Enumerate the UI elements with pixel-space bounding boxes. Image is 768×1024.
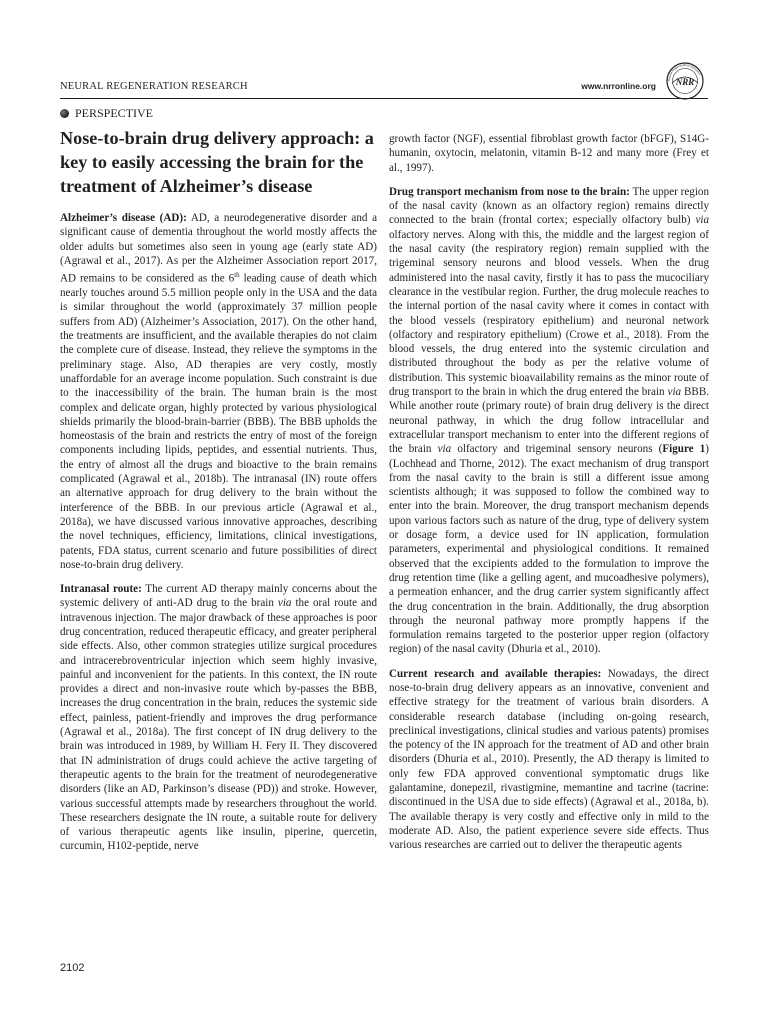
text-run: via [695, 214, 709, 227]
paragraph-heading: Current research and available therapies: [389, 667, 602, 680]
text-run: th [234, 271, 240, 280]
text-run: leading cause of death which nearly touches around 5.5 million people only in the USA and the data is similar throughout the world (approximately 37 million people suffers from AD) (Alzheimer’s Association, 2017). On the other hand, the treatments are insufficient, and the available therapies do not claim the complete cure of disease. Instead, they relieve the symptoms in the preliminary stage. Also, AD therapies are very costly, mostly unaffordable for an average income population. Such constraint is due to the inaccessibility of the brain. The human brain is the most complex and delicate organ, highly protected by various physiological shields primarily the blood-brain-barrier (BBB). The BBB upholds the homeostasis of the brain and restricts the entry of most of the foreign components including lipids, peptides, and essential nutrients. Thus, the entry of almost all the drugs and bioactive to the brain remains complicated (Agrawal et al., 2018b). The intranasal (IN) route offers an alternative approach for drug delivery to the brain without the interference of the BBB. In our previous article (Agrawal et al., 2018a), we have discussed various innovative approaches, describing the novel techniques, efficiency, limitations, clinical investigations, patents, FDA status, current scenario and future possibilities of direct nose-to-brain drug delivery. [60, 272, 377, 571]
text-run: AD, a neurodegenerative disorder and a significant cause of dementia throughout the world mostly affects the older adults but sometimes also seen in young age (early state AD) (Agrawal et al., 2017). As per the Alzheimer Association report 2017, AD remains to be considered as the 6 [60, 212, 377, 285]
text-run: olfactory nerves. Along with this, the middle and the largest region of the nasal cavity (the respiratory region) remain supplied with the trigeminal sensory neurons and blood vessels. When the drug administered into the nasal cavity, firstly it has to pass the mucociliary clearance in the vestibular region. Further, the drug molecule reaches to the internal portion of the nasal cavity where it comes in contact with the blood vessels (respiratory epithelium) and neuronal network (olfactory and respiratory epithelium) (Crowe et al., 2018). From the blood vessels, the drug entered into the systemic circulation and distributed throughout the body as per the relative volume of distribution. This systemic bioavailability remains as the minor route of drug transport to the brain in which the drug entered the brain [389, 228, 709, 399]
left-column-body [60, 211, 377, 854]
figure-reference: Figure 1 [662, 443, 706, 456]
text-run: via [277, 597, 292, 610]
left-column [60, 126, 377, 864]
paragraph-heading: Drug transport mechanism from nose to the brain: [389, 185, 630, 198]
text-run: via [437, 443, 452, 456]
text-run: the oral route and intravenous injection. The major drawback of these approaches is poor drug concentration, reduced therapeutic efficacy, and greater peripheral side effects. Also, other common strategies utilize surgical procedures and intracerebroventricular injection which seem highly invasive, painful and inconvenient for the patients. In this context, the IN route provides a direct and non-invasive route which by-passes the BBB, increases the drug concentration in the brain, reduces the systemic side effect, painless, patient-friendly and improves the drug performance (Agrawal et al., 2018a). The first concept of IN drug delivery to the brain was introduced in 1989, by William H. Fery II. They discovered that IN administration of drugs could achieve the active targeting of therapeutic agents to the brain for the treatment of neurodegenerative disorders (like an AD, Parkinson’s disease (PD)) and stroke. However, various successful attempts made by researchers throughout the world. These researchers designate the IN route, a suitable route for delivery of various therapeutic agents like insulin, piperine, quercetin, curcumin, H102-peptide, nerve [60, 597, 377, 853]
text-run: The current AD therapy mainly concerns about the systemic delivery of anti-AD drug to the brain [60, 583, 377, 610]
body-paragraph [389, 185, 709, 657]
text-run: olfactory and trigeminal sensory neurons ( [451, 443, 663, 456]
text-run: growth factor (NGF), essential fibroblast growth factor (bFGF), S14G-humanin, oxytocin, melatonin, vitamin B-12 and many more (Frey et al., 1997). [389, 133, 709, 174]
text-run: BBB. While another route (primary route) of brain drug delivery is the direct neuronal pathway, in which the drug follow intracellular and extracellular transport mechanism to enter into the different regions of the brain [389, 386, 709, 456]
journal-name: NEURAL REGENERATION RESEARCH [60, 81, 248, 92]
text-run: ) (Lochhead and Thorne, 2012). The exact mechanism of drug transport from the nasal cavity to the brain is still a different issue among scientists although; it was supposed to follow the combined way to enter into the brain. Moreover, the drug transport mechanism depends upon various factors such as nature of the drug, type of delivery system or dosage form, a device used for IN application, formulation parameters, experimental and physiological conditions. It remained observed that the excipients added to the formulation to improve the drug retention time (like a gelling agent, and mucoadhesive polymers), a permeation enhancer, and the drug carrier system significantly affect the drug concentration in the brain. Additionally, the drug absorption through the neuronal pathway more promptly happens if the formulation remains targeted to the posterior upper region (olfactory region) of the nasal cavity (Dhuria et al., 2010). [389, 443, 709, 656]
text-run: The upper region of the nasal cavity (known as an olfactory region) remains directly connected to the brain (frontal cortex; especially olfactory bulb) [389, 185, 709, 227]
section-label [60, 106, 153, 121]
journal-url[interactable]: www.nrronline.org [581, 81, 656, 91]
body-paragraph [60, 211, 377, 572]
text-run: Nowadays, the direct nose-to-brain drug delivery appears as an innovative, convenient and effective strategy for the treatment of various brain disorders. A considerable research database (including on-going research, preclinical investigations, clinical studies and various patents) promises the potency of the IN approach for the treatment of AD and other brain disorders (Dhuria et al., 2010). Presently, the AD therapy is limited to only few FDA approved conventional symptomatic drugs like galantamine, donepezil, rivastigmine, memantine and tacrine (tacrine: discontinued in the USA due to side effects) (Agrawal et al., 2018a, b). The available therapy is very costly and effective only in mild to the moderate AD. Also, the patient experience severe side effects. Thus various researches are carried out to deliver the therapeutic agents [389, 667, 710, 852]
body-paragraph [389, 667, 709, 853]
body-paragraph [389, 132, 709, 175]
right-column-body [389, 132, 709, 853]
section-label-text: PERSPECTIVE [75, 106, 154, 120]
section-bullet-icon [60, 109, 69, 118]
page-number: 2102 [60, 962, 85, 974]
logo-ring-text: Neural Regeneration Research [666, 62, 702, 82]
logo-text: NRR [675, 77, 695, 87]
body-paragraph [60, 582, 377, 854]
paragraph-heading: Intranasal route: [60, 583, 142, 596]
article-title: Nose-to-brain drug delivery approach: a key to easily accessing the brain for the treatment of Alzheimer’s disease [60, 128, 374, 196]
journal-logo-seal [662, 61, 708, 101]
paragraph-heading: Alzheimer’s disease (AD): [60, 212, 187, 224]
right-column [389, 132, 709, 863]
text-run: via [667, 386, 682, 399]
header-divider [60, 98, 708, 99]
